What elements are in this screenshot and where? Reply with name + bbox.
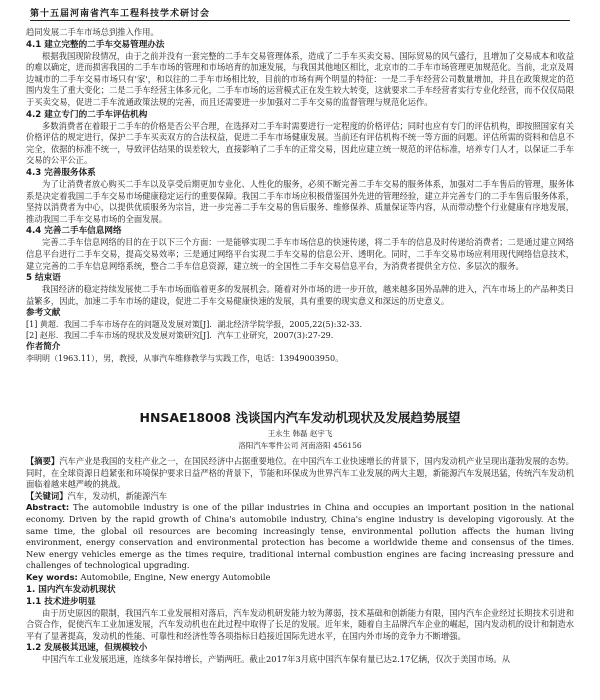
keywords-cn-text: 汽车，发动机，新能源汽车 xyxy=(67,490,168,501)
section-1-2-body: 中国汽车工业发展迅速，连续多年保持增长，产销两旺。截止2017年3月底中国汽车保有量已达2.17亿辆，仅次于美国市场。从 xyxy=(42,654,511,665)
section-5-heading: 5 结束语 xyxy=(26,273,61,284)
section-4-2-body: 多数消费者在着眼于二手车的价格是否公平合理，在选择对二手车时需要进行一定程度的价格评估；同时也应有专门的评估机构，即按照国家有关价格评估的规定进行，保护二手车买卖双方的合法权益，促进二手车市场健康发展。当前还有评估机构不统一等方面的问题。评估所需的资料和信息不完全，依据的标准不统一，导致评估结果的误差较大，直接影响了二手车的正常交易，因此应建立统一规范的评估标准，培养专门人才，以保证二手车交易的公平公正。 xyxy=(26,120,574,166)
section-1-1-body: 由于历史原因的限制，我国汽车工业发展相对落后，汽车发动机研发能力较为薄弱，技术基础和创新能力有限，国内汽车企业经过长期技术引进和合资合作，促使汽车工业加速发展，汽车发动机也在此过程中取得了长足的发展。近年来，随着自主品牌汽车企业的崛起，国内发动机的设计和制造水平有了显著提高，发动机的性能、可靠性和经济性等各项指标日趋接近国际先进水平，在国内外市场的竞争力不断增强。 xyxy=(26,607,574,641)
keywords-en xyxy=(26,572,574,584)
abstract-en-text: The automobile industry is one of the pillar industries in China and occupies an important position in the national economy. Driven by the rapid growth of China's automobile industry, China's engine industry is developing vigorously. At the same time, the global oil resources are becoming increasingly tense, environmental pollution affects the human living environment, energy conservation and environmental protection has become a worldwide theme and consensus of the times. New energy vehicles emerge as the times require, traditional internal combustion engines are facing increasing pressure and challenges of technological upgrading. xyxy=(26,502,574,571)
article-2-title: HNSAE18008 浅谈国内汽车发动机现状及发展趋势展望 xyxy=(139,410,461,425)
section-4-4-body: 完善二手车信息网络的目的在于以下三个方面：一是能够实现二手车市场信息的快速传递，将二手车的信息及时传递给消费者；二是通过建立网络信息平台进行二手车交易，提高交易效率；三是通过网络平台实现二手车交易的信息公开、透明化。同时，二手车交易市场应利用现代网络信息技术，建立完善的二手车信息网络系统，整合二手车信息资源，建立统一的全国性二手车交易信息平台，为消费者提供全方位、多层次的服务。 xyxy=(26,237,574,271)
references-heading: 参考文献 xyxy=(26,308,61,319)
article-2-affiliation: 洛阳汽车零件公司 河南洛阳 456156 xyxy=(238,441,362,450)
author-bio-heading: 作者简介 xyxy=(26,342,61,353)
abstract-en xyxy=(26,502,574,572)
reference-item: [1] 黄超．我国二手车市场存在的问题及发展对策[J]．湖北经济学院学报，2005,22(5):32-33. xyxy=(26,320,363,330)
author-bio-body: 李明明（1963.11），男，教授，从事汽车维修教学与实践工作，电话：13949003950。 xyxy=(26,354,344,364)
keywords-cn xyxy=(26,491,574,503)
keywords-cn-label: 【关键词】 xyxy=(26,490,68,501)
keywords-en-label: Key words: xyxy=(26,571,78,582)
article-2-body xyxy=(26,456,574,666)
article-2-authors: 王永生 韩磊 赵宇飞 xyxy=(267,429,333,438)
section-1-2-heading: 1.2 发展极其迅速，但规模较小 xyxy=(26,643,148,654)
intro-text: 趋同发展二手车市场总到推入作用。 xyxy=(26,27,159,37)
abstract-cn-label: 【摘要】 xyxy=(26,456,60,466)
reference-item: [2] 赵彤．我国二手车市场的现状及发展对策研究[J]．汽车工业研究，2007(3):27-29. xyxy=(26,331,334,341)
abstract-en-label: Abstract: xyxy=(26,502,70,513)
abstract-cn xyxy=(26,456,574,491)
abstract-cn-text: 汽车产业是我国的支柱产业之一，在国民经济中占据重要地位。在中国汽车工业快速增长的背景下，国内发动机产业呈现出蓬勃发展的态势。同时，在全球资源日趋紧张和环境保护要求日益严格的背景下，节能和环保成为世界汽车工业发展的两大主题，新能源汽车发展迅猛，传统汽车发动机面临着越来越严峻的挑战。 xyxy=(26,456,574,490)
section-4-3-heading: 4.3 完善服务体系 xyxy=(26,167,96,178)
section-4-4-heading: 4.4 完善二手车信息网络 xyxy=(26,226,122,237)
section-1-heading: 1. 国内汽车发动机现状 xyxy=(26,584,116,595)
section-4-3-body: 为了让消费者放心购买二手车以及享受后期更加专业化、人性化的服务，必须不断完善二手车交易的服务体系，加强对二手车售后的管理，服务体系是决定着我国二手车交易市场健康稳定运行的重要保障。我国二手车市场应积极借鉴国外先进的管理经验，建立并完善专门的二手车售后服务体系，坚持以消费者为中心，以提供优质服务为宗旨，进一步完善二手车交易的售后服务、维修保养、质量保证等内容，从而带动整个行业健康有序地发展，推动我国二手车交易市场的全面发展。 xyxy=(26,178,574,224)
section-5-body: 我国经济的稳定持续发展使二手车市场面临着更多的发展机会。随着对外市场的进一步开放，越来越多国外品牌的进入，汽车市场上的产品种类日益繁多，因此，加速二手车市场的建设，促进二手车交易健康快速的发展，具有重要的现实意义和深远的历史意义。 xyxy=(26,284,574,306)
section-4-1-body: 根据我国现阶段情况，由于之前并没有一套完整的二手车交易管理体系，造成了二手车买卖交易、国际贸易的风气盛行，且增加了交易成本和收益的难以确定，进而损害我国的二手车市场的管理和市场培育的加速发展，与我国其他地区相比，北京市的二手车市场管理更加规范化。当前，北京及周边城市的二手车交易市场只有'家'，和以往的二手车市场相比较，目前的市场有两个明显的特征：一是二手车经营公司数量增加，并且在政策规定的范围内发生了重大变化；二是二手车经营主体多元化，二手车市场的运营模式正在发生较大转变，这就要求二手车经营者实行专业化经营，而不仅仅局限于买卖交易，促进二手车流通政策法规的完善，而且还需要进一步加强对二手车交易的监督管理与规范化运作。 xyxy=(26,50,574,107)
section-4-2-heading: 4.2 建立专门的二手车评估机构 xyxy=(26,109,148,120)
article-1-body xyxy=(26,27,574,364)
section-4-1-heading: 4.1 建立完整的二手车交易管理办法 xyxy=(26,39,165,50)
keywords-en-text: Automobile, Engine, New energy Automobile xyxy=(80,571,271,582)
page-header: 第十五届河南省汽车工程科技学术研讨会 xyxy=(30,6,570,21)
section-1-1-heading: 1.1 技术进步明显 xyxy=(26,596,96,607)
